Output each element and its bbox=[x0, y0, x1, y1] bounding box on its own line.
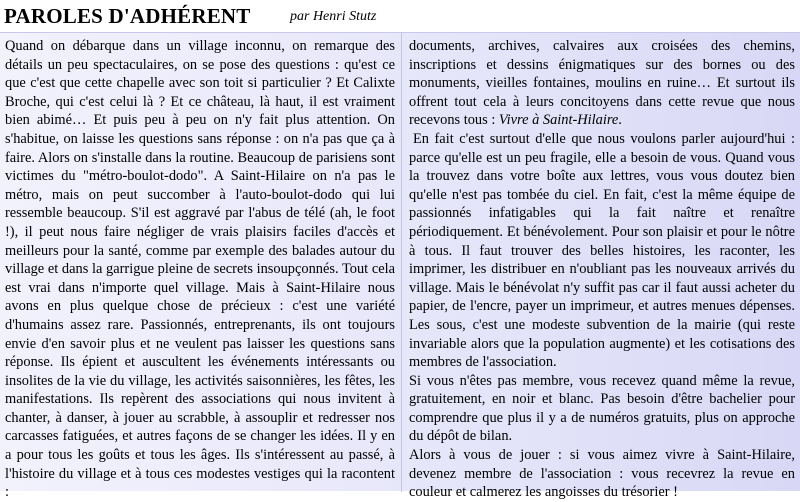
right-paragraph-1 bbox=[409, 37, 795, 130]
article-author: par Henri Stutz bbox=[290, 9, 377, 24]
right-paragraph-3: Si vous n'êtes pas membre, vous recevez quand même la revue, gratuitement, en noir et blanc. Pas besoin d'être bachelier pour comprendre que plus il y a de numéros gratuits, plus on approche du dépôt de bilan. bbox=[409, 372, 795, 445]
right-paragraph-2: En fait c'est surtout d'elle que nous voulons parler aujourd'hui : parce qu'elle est un peu fragile, elle a besoin de vous. Quand vous la trouvez dans votre boîte aux lettres, vous vous doutez bien qu'elle n'est pas tombée du ciel. En fait, c'est la même équipe de passionnés infatigables qui la fait naître et renaître périodiquement. Et bénévolement. Pour son plaisir et pour le nôtre à tous. Il faut trouver des belles histoires, les raconter, les imprimer, les distribuer en n'oubliant pas les nouveaux arrivés du village. Mais le bénévolat n'y suffit pas car il faut aussi acheter du papier, de l'encre, payer un imprimeur, et autres menues dépenses. Les sous, c'est une modeste subvention de la mairie (qui reste invariable alors que la population augmente) et les cotisations des membres de l'association. bbox=[409, 130, 795, 371]
article-body-panel bbox=[0, 32, 800, 501]
article-header bbox=[0, 0, 800, 32]
article-title: PAROLES D'ADHÉRENT bbox=[4, 4, 251, 28]
left-column bbox=[5, 37, 395, 502]
magazine-name: Vivre à Saint-Hilaire bbox=[498, 112, 619, 129]
column-divider bbox=[401, 33, 402, 492]
right-paragraph-1-text: documents, archives, calvaires aux croisées des chemins, inscriptions et dessins énigmatiques sur des bornes ou des monuments, vieilles fontaines, moulins en ruine… Et surtout ils offrent tout cela à leurs concitoyens dans cette revue que nous recevons tous : bbox=[409, 38, 795, 129]
right-paragraph-1-end: . bbox=[618, 112, 622, 129]
right-paragraph-4: Alors à vous de jouer : si vous aimez vivre à Saint-Hilaire, devenez membre de l'association : vous recevrez la revue en couleur et calmerez les angoisses du trésorier ! bbox=[409, 447, 795, 501]
left-column-text: Quand on débarque dans un village inconnu, on remarque des détails un peu spectaculaires, on se pose des questions : qu'est ce que c'est que cette chapelle avec son toit si particulier ? Et Calixte Broche, qui c'est celui là ? Et ce château, là haut, il est vraiment bien abimé… Et puis peu à peu on n'y fait plus attention. On s'habitue, on laisse les questions sans réponse : on n'a pas que ça à faire. Alors on s'installe dans la routine. Beaucoup de parisiens sont victimes du "métro-boulot-dodo". A Saint-Hilaire on n'a pas le métro, mais on peut succomber à l'auto-boulot-dodo qui lui ressemble beaucoup. S'il est aggravé par l'abus de télé (ah, le foot !), il peut nous faire négliger de vrais plaisirs faciles d'accès et meilleurs pour la santé, comme par exemple des balades autour du village et dans la garrigue pleine de secrets insoupçonnés. Tout cela est vrai dans n'importe quel village. Mais à Saint-Hilaire nous avons en plus quelque chose de précieux : c'est une variété d'humains assez rare. Passionnés, entreprenants, ils ont toujours envie d'en savoir plus et ne veulent pas laisser les questions sans réponse. Ils épient et auscultent les événements intéressants ou insolites de la vie du village, les activités saisonnières, les fêtes, les manifestations. Ils repèrent des associations qui nous invitent à chanter, à danser, à jouer au scrabble, à assouplir et redresser nos carcasses fatiguées, et autres façons de se changer les idées. Il y en a pour tous les goûts et tous les âges. Ils s'intéressent au passé, à l'histoire du village et à tous ces modestes vestiges qui la racontent : bbox=[5, 38, 395, 501]
right-column bbox=[409, 37, 795, 502]
